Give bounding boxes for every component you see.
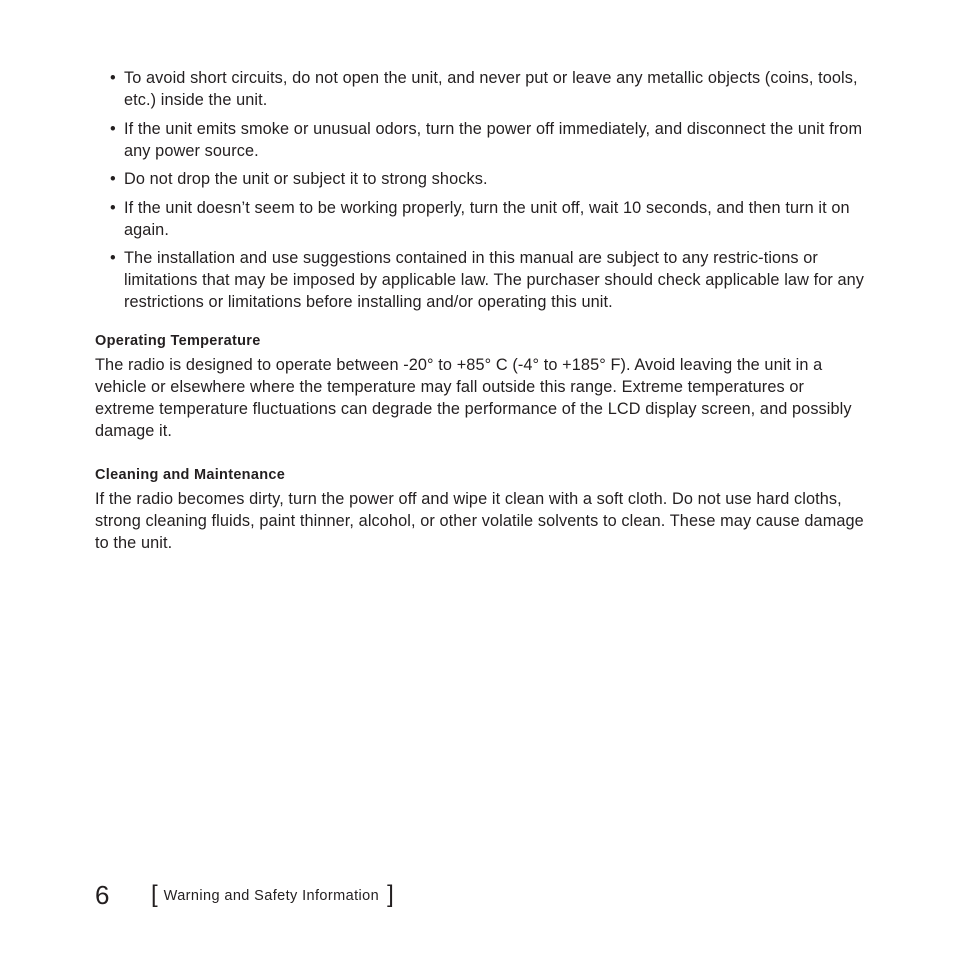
page-footer <box>95 878 394 912</box>
list-item <box>110 118 870 162</box>
close-bracket: ] <box>387 881 394 908</box>
bullet-text: To avoid short circuits, do not open the unit, and never put or leave any metallic objects (coins, tools, etc.) inside the unit. <box>124 69 858 109</box>
bullet-text: If the unit emits smoke or unusual odors, turn the power off immediately, and disconnect the unit from any power source. <box>124 119 863 160</box>
bullet-symbol: • <box>110 170 116 188</box>
section-heading: Cleaning and Maintenance <box>95 467 286 483</box>
bullet-symbol: • <box>110 249 116 267</box>
bullet-text: Do not drop the unit or subject it to strong shocks. <box>124 170 488 188</box>
page-number: 6 <box>95 880 110 910</box>
list-item <box>110 197 870 241</box>
bullet-symbol: • <box>110 198 116 217</box>
list-item <box>110 67 870 111</box>
section-body: The radio is designed to operate between -20° to +85° C (-4° to +185° F). Avoid leaving the unit in a vehicle or elsewhere where the temperature may fall outside this range. Extreme temperatures or extreme temperature fluctuations can degrade the performance of the LCD display screen, and possibly damage it. <box>95 356 852 440</box>
bullet-text: If the unit doesn’t seem to be working properly, turn the unit off, wait 10 seconds, and then turn it on again. <box>124 198 850 239</box>
list-item <box>110 168 870 190</box>
operating-temperature-section <box>95 332 865 442</box>
running-title: Warning and Safety Information <box>163 888 380 904</box>
list-item <box>110 247 870 313</box>
bullet-text: The installation and use suggestions contained in this manual are subject to any restric-tions or limitations that may be imposed by applicable law. The purchaser should check applicable law for any restrictions or limitations before installing and/or operating this unit. <box>124 249 865 311</box>
bullet-symbol: • <box>110 69 116 87</box>
bullet-symbol: • <box>110 119 116 138</box>
section-body: If the radio becomes dirty, turn the power off and wipe it clean with a soft cloth. Do not use hard cloths, strong cleaning fluids, paint thinner, alcohol, or other volatile solvents to clean. These may cause damage to the unit. <box>95 490 864 552</box>
cleaning-maintenance-section <box>95 466 865 554</box>
safety-bullet-list <box>110 67 870 320</box>
open-bracket: [ <box>151 881 158 908</box>
section-heading: Operating Temperature <box>95 333 261 349</box>
